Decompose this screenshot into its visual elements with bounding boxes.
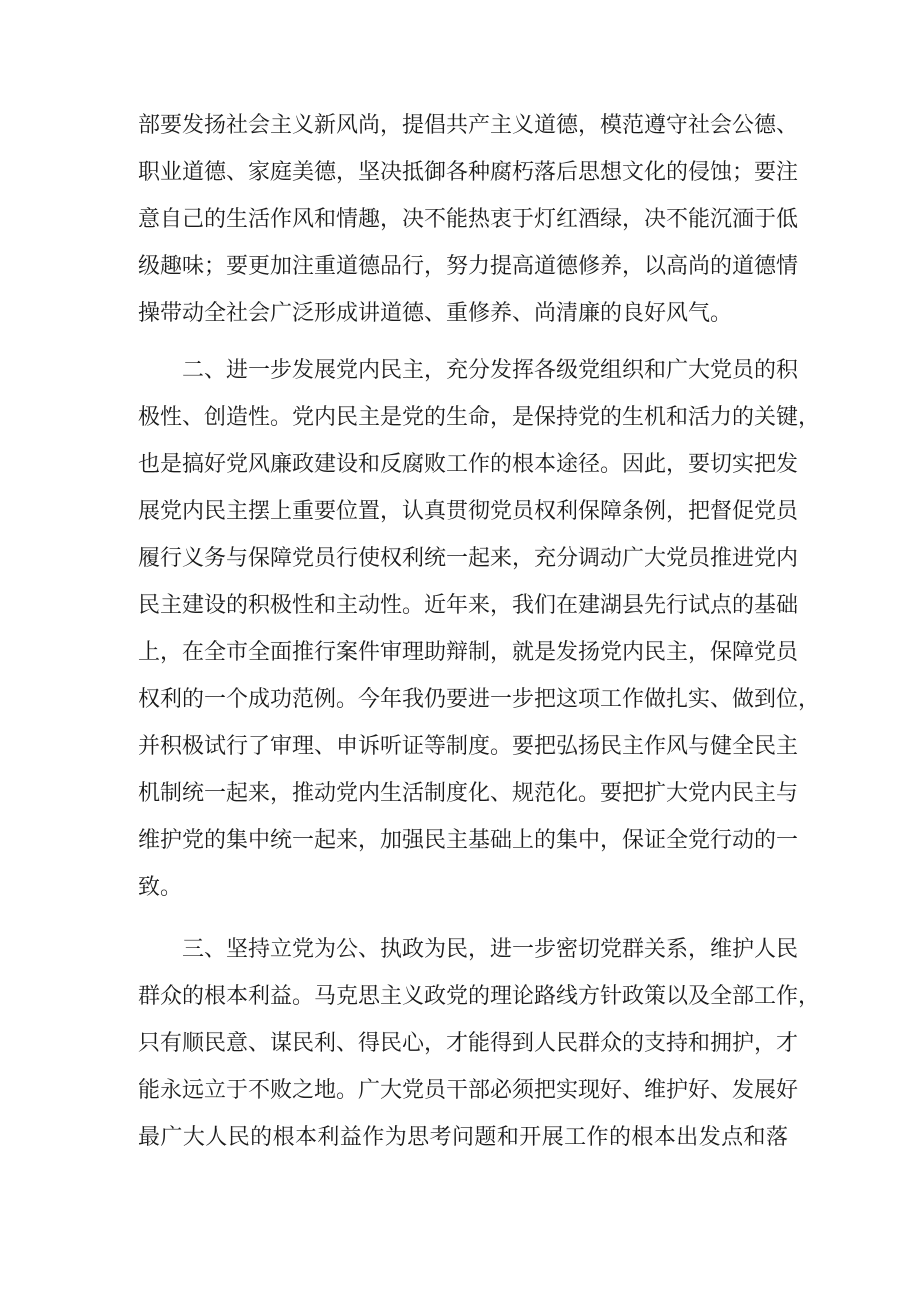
paragraph-1-line-1: 部要发扬社会主义新风尚，提倡共产主义道德，模范遵守社会公德、 — [138, 113, 799, 138]
paragraph-1-line-5: 操带动全社会广泛形成讲道德、重修养、尚清廉的良好风气。 — [138, 301, 733, 326]
paragraph-1-line-2: 职业道德、家庭美德，坚决抵御各种腐朽落后思想文化的侵蚀；要注 — [138, 160, 799, 185]
paragraph-2-line-11: 维护党的集中统一起来，加强民主基础上的集中，保证全党行动的一 — [138, 828, 799, 853]
paragraph-2-line-6: 民主建设的积极性和主动性。近年来，我们在建湖县先行试点的基础 — [138, 593, 799, 618]
paragraph-2-line-10: 机制统一起来，推动党内生活制度化、规范化。要把扩大党内民主与 — [138, 781, 799, 806]
paragraph-1-line-3: 意自己的生活作风和情趣，决不能热衷于灯红酒绿，决不能沉湎于低 — [138, 207, 799, 232]
paragraph-2-line-2: 极性、创造性。党内民主是党的生命，是保持党的生机和活力的关键， — [138, 405, 821, 430]
paragraph-3-line-2: 群众的根本利益。马克思主义政党的理论路线方针政策以及全部工作， — [138, 984, 821, 1009]
paragraph-3-line-1: 三、坚持立党为公、执政为民，进一步密切党群关系，维护人民 — [182, 937, 799, 962]
paragraph-2-line-4: 展党内民主摆上重要位置，认真贯彻党员权利保障条例，把督促党员 — [138, 499, 799, 524]
paragraph-2-line-8: 权利的一个成功范例。今年我仍要进一步把这项工作做扎实、做到位， — [138, 687, 821, 712]
paragraph-2-line-5: 履行义务与保障党员行使权利统一起来，充分调动广大党员推进党内 — [138, 546, 799, 571]
paragraph-2-line-9: 并积极试行了审理、申诉听证等制度。要把弘扬民主作风与健全民主 — [138, 734, 799, 759]
paragraph-2-line-7: 上，在全市全面推行案件审理助辩制，就是发扬党内民主，保障党员 — [138, 640, 799, 665]
paragraph-1-line-4: 级趣味；要更加注重道德品行，努力提高道德修养，以高尚的道德情 — [138, 254, 799, 279]
paragraph-3-line-3: 只有顺民意、谋民利、得民心，才能得到人民群众的支持和拥护，才 — [138, 1031, 799, 1056]
paragraph-2-line-12: 致。 — [138, 875, 183, 900]
paragraph-2-line-3: 也是搞好党风廉政建设和反腐败工作的根本途径。因此，要切实把发 — [138, 452, 799, 477]
paragraph-2-line-1: 二、进一步发展党内民主，充分发挥各级党组织和广大党员的积 — [182, 358, 799, 383]
paragraph-3-line-4: 能永远立于不败之地。广大党员干部必须把实现好、维护好、发展好 — [138, 1078, 799, 1103]
paragraph-3-line-5: 最广大人民的根本利益作为思考问题和开展工作的根本出发点和落 — [138, 1125, 788, 1150]
